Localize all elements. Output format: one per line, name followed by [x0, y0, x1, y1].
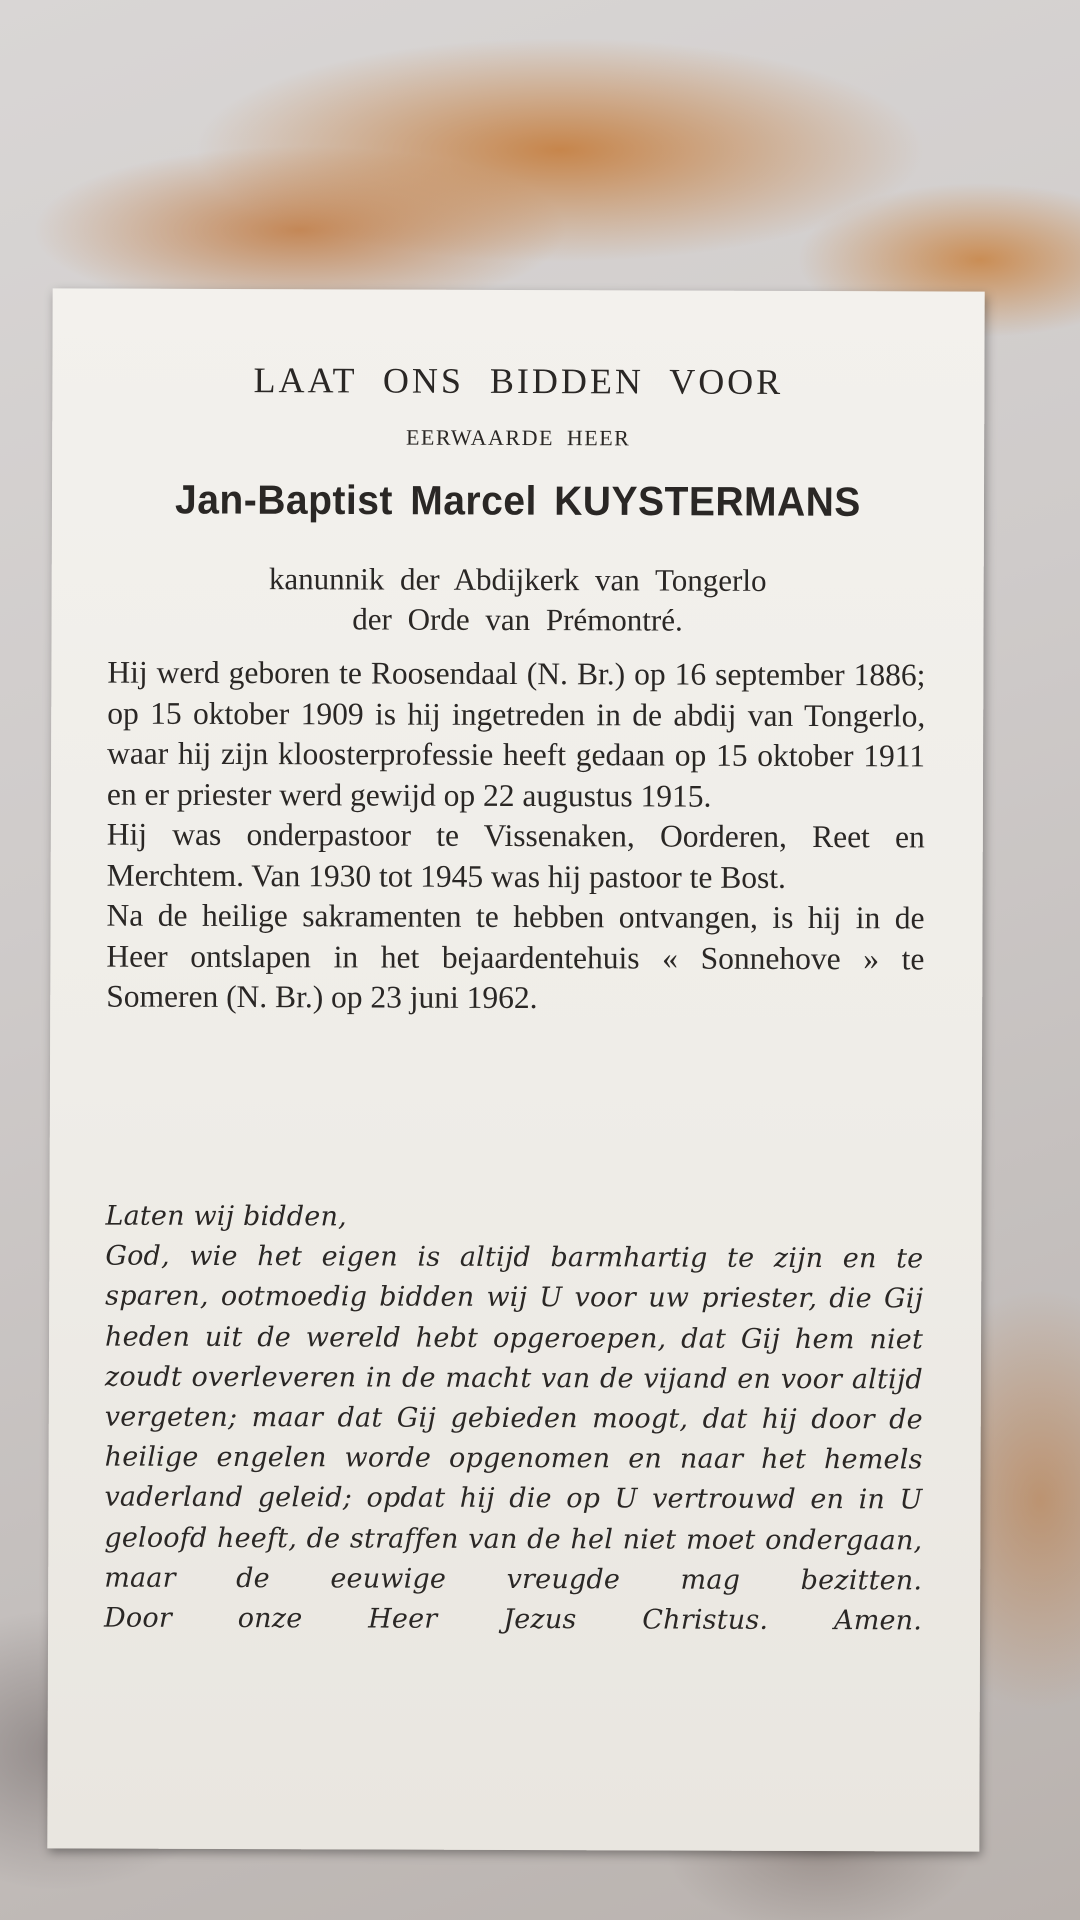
role-line-1: kanunnik der Abdijkerk van Tongerlo — [268, 561, 767, 598]
prayer-closing: Door onze Heer Jezus Christus. Amen. — [104, 1602, 923, 1637]
deceased-name: Jan-Baptist Marcel KUYSTERMANS — [175, 477, 861, 526]
memorial-card — [47, 288, 984, 1851]
prayer-text — [104, 1197, 924, 1642]
prayer-heading: LAAT ONS BIDDEN VOOR — [253, 360, 784, 402]
biography-paragraph-death: Na de heilige sakramenten te hebben ontvangen, is hij in de Heer ontslapen in het bejaardentehuis « Sonnehove » te Someren (N. Br.) op 23 juni 1962. — [106, 897, 925, 1016]
biography-paragraph-career: Hij was onderpastoor te Vissenaken, Oorderen, Reet en Merchtem. Van 1930 tot 1945 was hij pastoor te Bost. — [106, 816, 925, 895]
biography — [106, 653, 925, 1020]
prayer-opening: Laten wij bidden, — [105, 1200, 347, 1233]
role-line-2: der Orde van Prémontré. — [352, 601, 683, 638]
reverend-title: EERWAARDE HEER — [405, 424, 631, 451]
biography-paragraph-birth: Hij werd geboren te Roosendaal (N. Br.) op 16 september 1886; op 15 oktober 1909 is hij ingetreden in de abdij van Tongerlo, waar hij zijn kloosterprofessie heeft gedaan op 15 oktober 1911 en er priester werd gewijd op 22 augustus 1915. — [106, 654, 926, 814]
prayer-body: God, wie het eigen is altijd barmhartig te zijn en te sparen, ootmoedig bidden wij U voor uw priester, die Gij heden uit de wereld hebt opgeroepen, dat Gij hem niet zoudt overleveren in de macht van de vijand en voor altijd vergeten; maar dat Gij gebieden moogt, dat hij door de heilige engelen worde opgenomen en naar het hemels vaderland geleid; opdat hij die op U vertrouwd en in U geloofd heeft, de straffen van de hel niet moet ondergaan, maar de eeuwige vreugde mag bezitten. — [104, 1240, 924, 1597]
